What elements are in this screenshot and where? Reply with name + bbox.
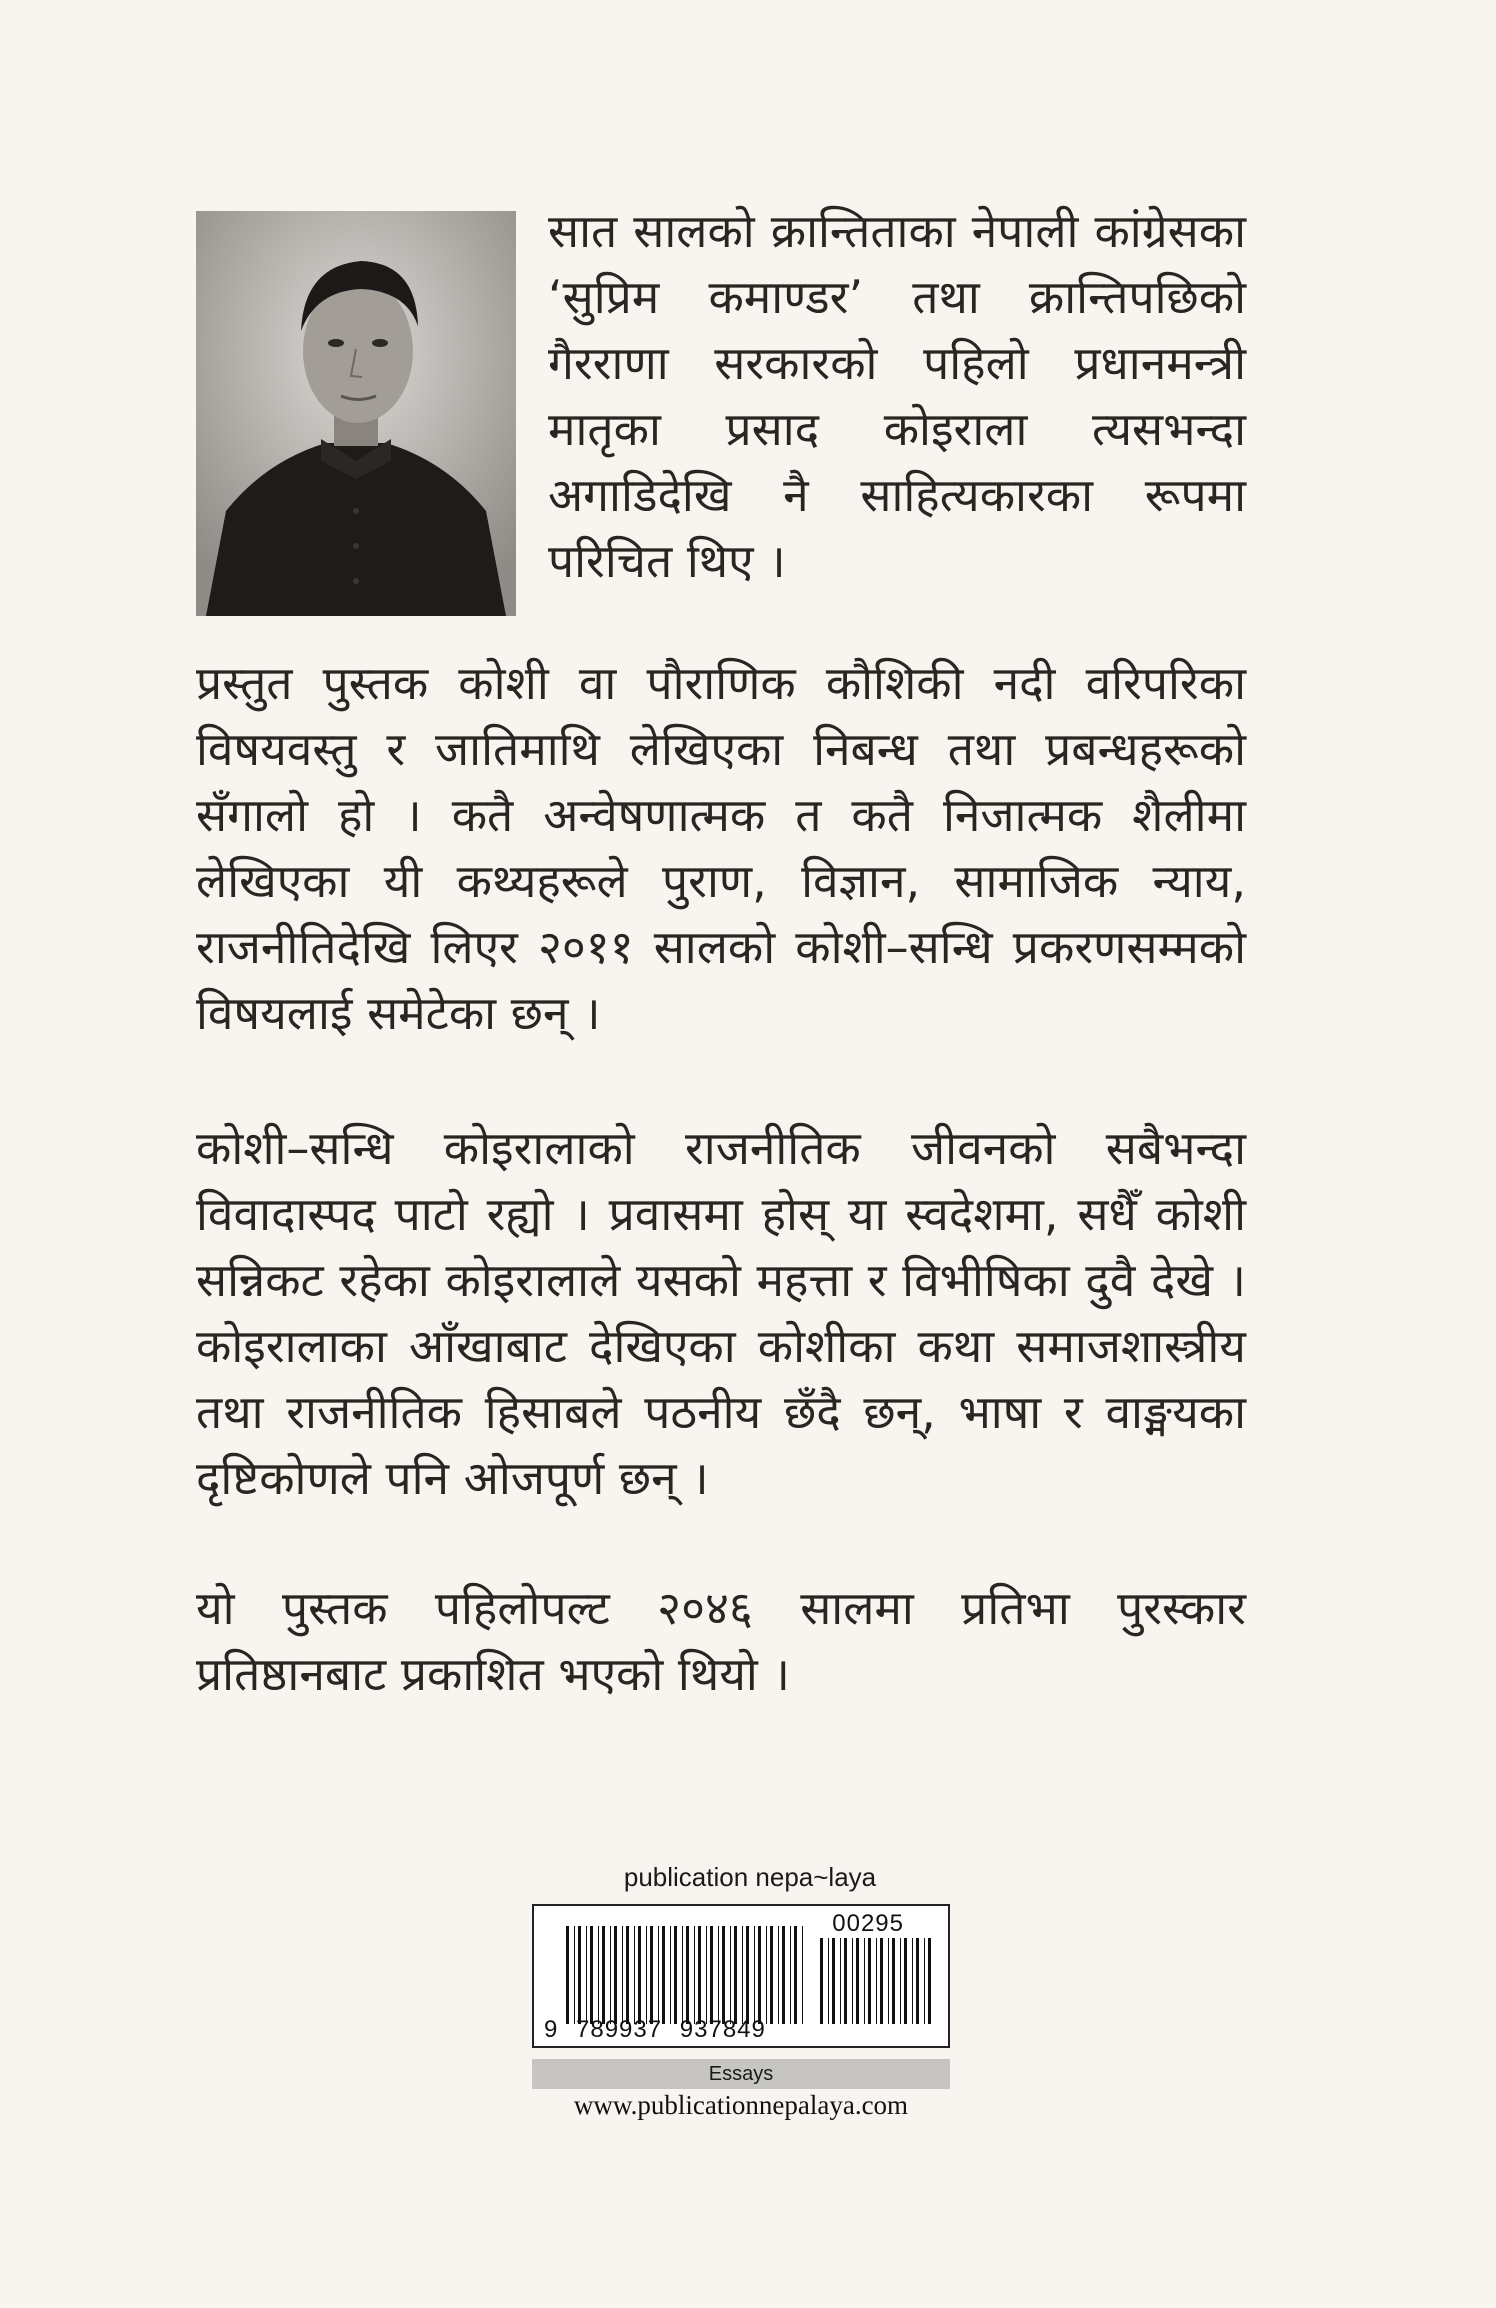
barcode-bar xyxy=(766,1926,767,2024)
barcode-bar xyxy=(622,1926,623,2024)
barcode-bar xyxy=(730,1926,731,2024)
barcode-bar xyxy=(742,1926,743,2024)
barcode-bar xyxy=(590,1926,593,2024)
barcode-bar xyxy=(658,1926,659,2024)
barcode-bar xyxy=(852,1938,853,2024)
barcode-bar xyxy=(778,1926,779,2024)
barcode-bar xyxy=(626,1926,629,2024)
barcode-bar xyxy=(602,1926,605,2024)
barcode-bar xyxy=(876,1938,877,2024)
barcode-bar xyxy=(790,1926,791,2024)
barcode-bar xyxy=(832,1938,835,2024)
portrait-image xyxy=(196,211,516,616)
barcode-bar xyxy=(844,1938,847,2024)
barcode-bar xyxy=(662,1926,665,2024)
barcode-bar xyxy=(710,1926,713,2024)
barcode-bar xyxy=(722,1926,725,2024)
body-paragraph-3: यो पुस्तक पहिलोपल्ट २०४६ सालमा प्रतिभा पुरस्कार प्रतिष्ठानबाट प्रकाशित भएको थियो । xyxy=(196,1581,1246,1701)
barcode-addon-number: 00295 xyxy=(832,1910,904,1937)
barcode-bar xyxy=(828,1938,829,2024)
barcode-bar xyxy=(566,1926,569,2024)
barcode-bar xyxy=(868,1938,871,2024)
body-paragraph-1: प्रस्तुत पुस्तक कोशी वा पौराणिक कौशिकी नदी वरिपरिका विषयवस्तु र जातिमाथि लेखिएका निबन्ध तथा प्रबन्धहरूको सँगालो हो । कतै अन्वेषणात्मक त कतै निजात्मक शैलीमा लेखिएका यी कथ्यहरूले पुराण, विज्ञान, सामाजिक न्याय, राजनीतिदेखि लिएर २०११ सालको कोशी–सन्धि प्रकरणसम्मको विषयलाई समेटेका छन् । xyxy=(196,656,1246,1040)
barcode-bar xyxy=(586,1926,587,2024)
barcode-bar xyxy=(718,1926,719,2024)
publisher-website: www.publicationnepalaya.com xyxy=(573,2090,909,2120)
barcode-bar xyxy=(782,1926,785,2024)
barcode-bar xyxy=(904,1938,907,2024)
barcode-bar xyxy=(758,1926,761,2024)
author-portrait-photo xyxy=(196,211,516,616)
genre-label: Essays xyxy=(532,2059,950,2089)
barcode-bar xyxy=(734,1926,737,2024)
isbn-barcode xyxy=(532,1904,950,2048)
body-paragraph-2: कोशी–सन्धि कोइरालाको राजनीतिक जीवनको सबैभन्दा विवादास्पद पाटो रह्यो । प्रवासमा होस् या स्वदेशमा, सधैँ कोशी सन्निकट रहेका कोइरालाले यसको महत्ता र विभीषिका दुवै देखे । कोइरालाका आँखाबाट देखिएका कोशीका कथा समाजशास्त्रीय तथा राजनीतिक हिसाबले पठनीय छँदै छन्, भाषा र वाङ्मयका दृष्टिकोणले पनि ओजपूर्ण छन् । xyxy=(196,1121,1246,1505)
barcode-bar xyxy=(610,1926,611,2024)
barcode-bar xyxy=(578,1926,581,2024)
barcode-bar xyxy=(614,1926,617,2024)
barcode-bar xyxy=(650,1926,653,2024)
barcode-isbn-digits: 9 789937 937849 xyxy=(544,2016,766,2043)
barcode-bar xyxy=(856,1938,859,2024)
barcode-bar xyxy=(820,1938,823,2024)
barcode-bar xyxy=(880,1938,883,2024)
barcode-bar xyxy=(674,1926,677,2024)
publisher-name: publication nepa~laya xyxy=(623,1862,877,1892)
barcode-bar xyxy=(912,1938,913,2024)
barcode-bar xyxy=(754,1926,755,2024)
barcode-bar xyxy=(698,1926,701,2024)
barcode-bar xyxy=(924,1938,925,2024)
barcode-bar xyxy=(694,1926,695,2024)
barcode-bar xyxy=(682,1926,683,2024)
barcode-bar xyxy=(746,1926,749,2024)
barcode-bar xyxy=(892,1938,895,2024)
barcode-bar xyxy=(802,1926,803,2024)
barcode-bar xyxy=(598,1926,599,2024)
barcode-bar xyxy=(770,1926,773,2024)
barcode-bar xyxy=(794,1926,797,2024)
barcode-bar xyxy=(638,1926,641,2024)
barcode-bar xyxy=(706,1926,707,2024)
barcode-bar xyxy=(900,1938,901,2024)
barcode-bar xyxy=(864,1938,865,2024)
barcode-bar xyxy=(574,1926,575,2024)
barcode-bar xyxy=(686,1926,689,2024)
barcode-bar xyxy=(928,1938,931,2024)
barcode-bar xyxy=(916,1938,919,2024)
barcode-bar xyxy=(634,1926,635,2024)
barcode-bar xyxy=(888,1938,889,2024)
intro-paragraph: सात सालको क्रान्तिताका नेपाली कांग्रेसका ‘सुप्रिम कमाण्डर’ तथा क्रान्तिपछिको गैरराणा सरकारको पहिलो प्रधानमन्त्री मातृका प्रसाद कोइराला त्यसभन्दा अगाडिदेखि नै साहित्यकारका रूपमा परिचित थिए । xyxy=(548,204,1246,588)
barcode-bar xyxy=(840,1938,841,2024)
barcode-bar xyxy=(646,1926,647,2024)
barcode-bar xyxy=(670,1926,671,2024)
